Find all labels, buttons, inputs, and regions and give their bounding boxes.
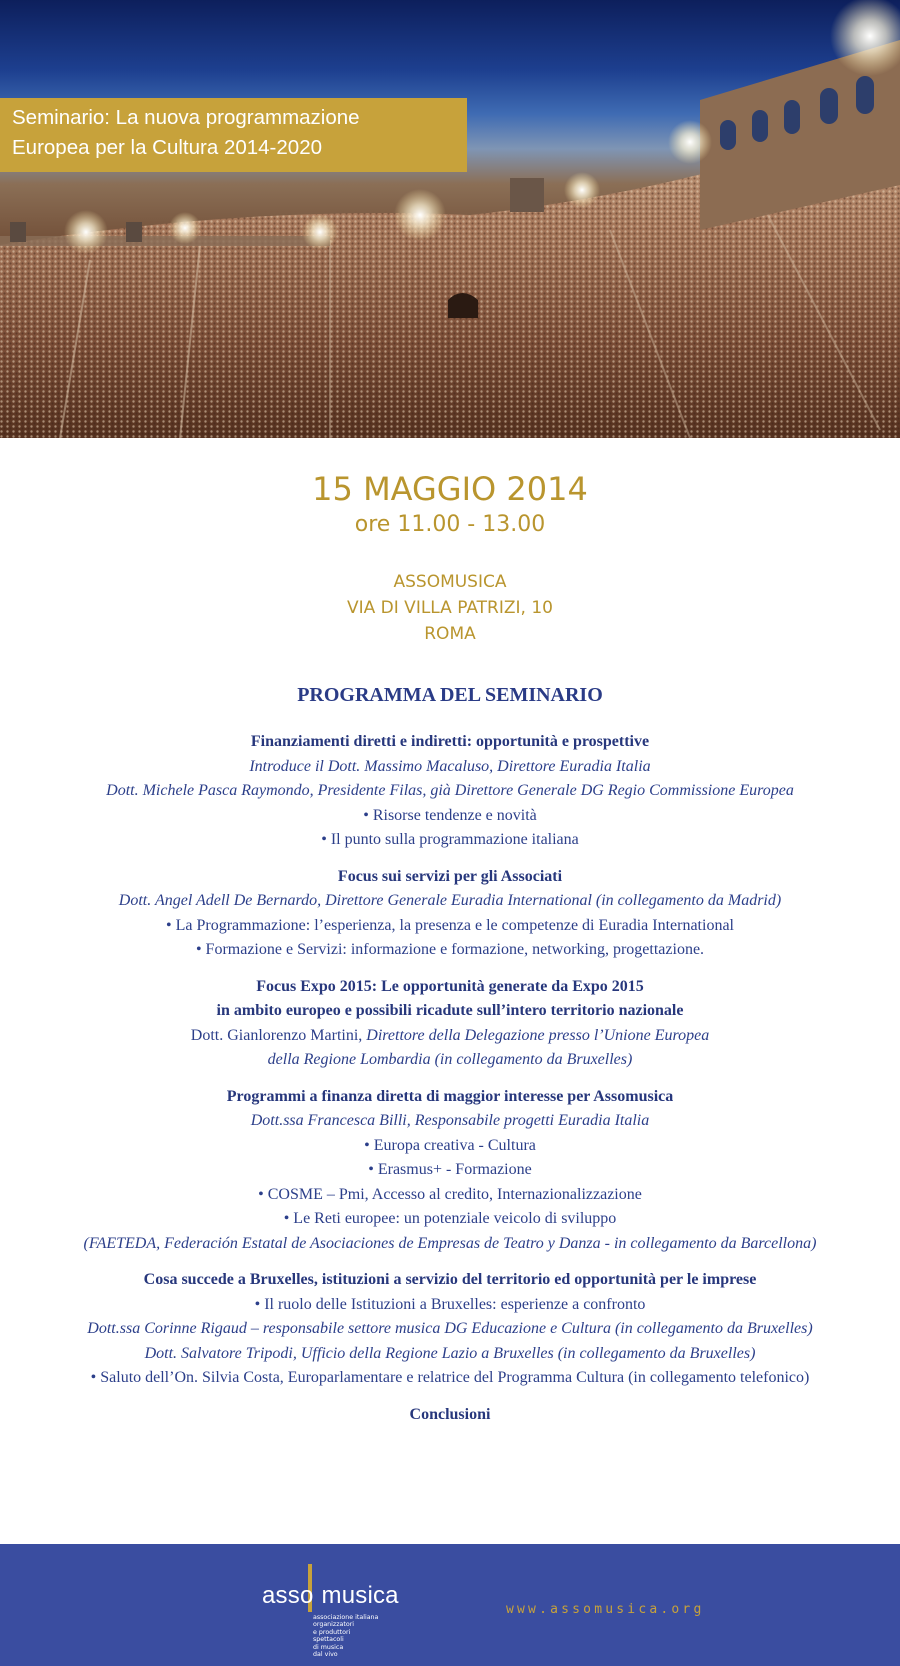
section-spacer bbox=[0, 1256, 900, 1268]
speaker-name: Dott. Gianlorenzo Martini, bbox=[190, 1026, 367, 1044]
speaker-line: Introduce il Dott. Massimo Macaluso, Direttore Euradia Italia bbox=[249, 757, 651, 775]
logo-subtitle bbox=[313, 1614, 393, 1658]
speaker-line: della Regione Lombardia (in collegamento da Bruxelles) bbox=[267, 1051, 633, 1068]
program-section bbox=[0, 730, 900, 853]
arena-illustration bbox=[0, 0, 900, 438]
hero-arena-photo bbox=[0, 0, 900, 438]
seminar-title-line-1: Seminario: La nuova programmazione bbox=[12, 106, 360, 129]
bullet-item: • Erasmus+ - Formazione bbox=[368, 1161, 532, 1178]
section-spacer bbox=[0, 1073, 900, 1085]
logo-sub-line: di musica bbox=[313, 1643, 344, 1651]
logo-sub-line: organizzatori bbox=[313, 1621, 355, 1629]
section-heading: Programmi a finanza diretta di maggior interesse per Assomusica bbox=[226, 1087, 674, 1105]
seminar-title-banner bbox=[0, 98, 467, 172]
logo-sub-line: dal vivo bbox=[313, 1651, 338, 1659]
venue-line-1: ASSOMUSICA bbox=[393, 572, 507, 592]
section-heading: in ambito europeo e possibili ricadute sull’intero territorio nazionale bbox=[216, 1002, 684, 1019]
speaker-line: Dott. Angel Adell De Bernardo, Direttore Generale Euradia International (in collegamento da Madrid) bbox=[118, 892, 782, 909]
venue-line-2: VIA DI VILLA PATRIZI, 10 bbox=[347, 598, 553, 618]
section-heading: Conclusioni bbox=[409, 1405, 491, 1423]
bullet-item: • Saluto dell’On. Silvia Costa, Europarlamentare e relatrice del Programma Cultura (in collegamento telefonico) bbox=[90, 1369, 810, 1386]
program-section bbox=[0, 865, 900, 963]
speaker-line: Dott.ssa Corinne Rigaud – responsabile settore musica DG Educazione e Cultura (in collegamento da Bruxelles) bbox=[87, 1320, 813, 1337]
bullet-item: • Formazione e Servizi: informazione e formazione, networking, progettazione. bbox=[195, 941, 705, 958]
program-section bbox=[0, 975, 900, 1073]
logo-text-asso: asso bbox=[262, 1582, 314, 1609]
section-heading: Focus Expo 2015: Le opportunità generate da Expo 2015 bbox=[256, 977, 644, 995]
seminar-title-line-2: Europea per la Cultura 2014-2020 bbox=[12, 136, 322, 159]
event-date: 15 MAGGIO 2014 bbox=[312, 470, 588, 508]
section-spacer bbox=[0, 963, 900, 975]
logo-sub-line: associazione italiana bbox=[313, 1614, 379, 1621]
venue-line-3: ROMA bbox=[424, 624, 476, 644]
program-body bbox=[0, 730, 900, 1427]
section-spacer bbox=[0, 1391, 900, 1403]
bullet-item: • Il ruolo delle Istituzioni a Bruxelles: esperienze a confronto bbox=[254, 1295, 646, 1313]
website-link[interactable]: www.assomusica.org bbox=[506, 1602, 705, 1617]
program-heading-wrap bbox=[0, 684, 900, 707]
bullet-item: • Le Reti europee: un potenziale veicolo di sviluppo bbox=[283, 1210, 617, 1227]
event-time: ore 11.00 - 13.00 bbox=[354, 512, 546, 537]
program-section bbox=[0, 1085, 900, 1257]
bullet-item: • Europa creativa - Cultura bbox=[364, 1136, 536, 1154]
logo-sub-line: spettacoli bbox=[313, 1636, 344, 1644]
speaker-line bbox=[0, 1024, 900, 1049]
bullet-item: • Il punto sulla programmazione italiana bbox=[321, 831, 579, 848]
speaker-line: Dott. Salvatore Tripodi, Ufficio della Regione Lazio a Bruxelles (in collegamento da Bruxelles) bbox=[144, 1344, 756, 1362]
speaker-line: Dott.ssa Francesca Billi, Responsabile progetti Euradia Italia bbox=[250, 1112, 650, 1129]
bullet-item: • COSME – Pmi, Accesso al credito, Internazionalizzazione bbox=[258, 1185, 642, 1203]
program-section bbox=[0, 1403, 900, 1428]
speaker-line: (FAETEDA, Federación Estatal de Asociaciones de Empresas de Teatro y Danza - in collegamento da Barcellona) bbox=[83, 1234, 817, 1252]
footer bbox=[0, 1544, 900, 1666]
logo-sub-line: e produttori bbox=[313, 1628, 351, 1636]
bullet-item: • Risorse tendenze e novità bbox=[363, 806, 537, 824]
assomusica-logo bbox=[262, 1582, 399, 1610]
program-section bbox=[0, 1268, 900, 1391]
program-heading: PROGRAMMA DEL SEMINARIO bbox=[297, 684, 603, 706]
section-spacer bbox=[0, 853, 900, 865]
speaker-line: Dott. Michele Pasca Raymondo, Presidente Filas, già Direttore Generale DG Regio Commissione Europea bbox=[106, 782, 794, 799]
speaker-role: Direttore della Delegazione presso l’Unione Europea bbox=[366, 1026, 710, 1044]
bullet-item: • La Programmazione: l’esperienza, la presenza e le competenze di Euradia International bbox=[166, 916, 734, 934]
section-heading: Cosa succede a Bruxelles, istituzioni a servizio del territorio ed opportunità per le imprese bbox=[143, 1271, 757, 1288]
logo-text-musica: musica bbox=[321, 1582, 399, 1609]
section-heading: Finanziamenti diretti e indiretti: opportunità e prospettive bbox=[250, 733, 650, 750]
section-heading: Focus sui servizi per gli Associati bbox=[337, 867, 563, 885]
